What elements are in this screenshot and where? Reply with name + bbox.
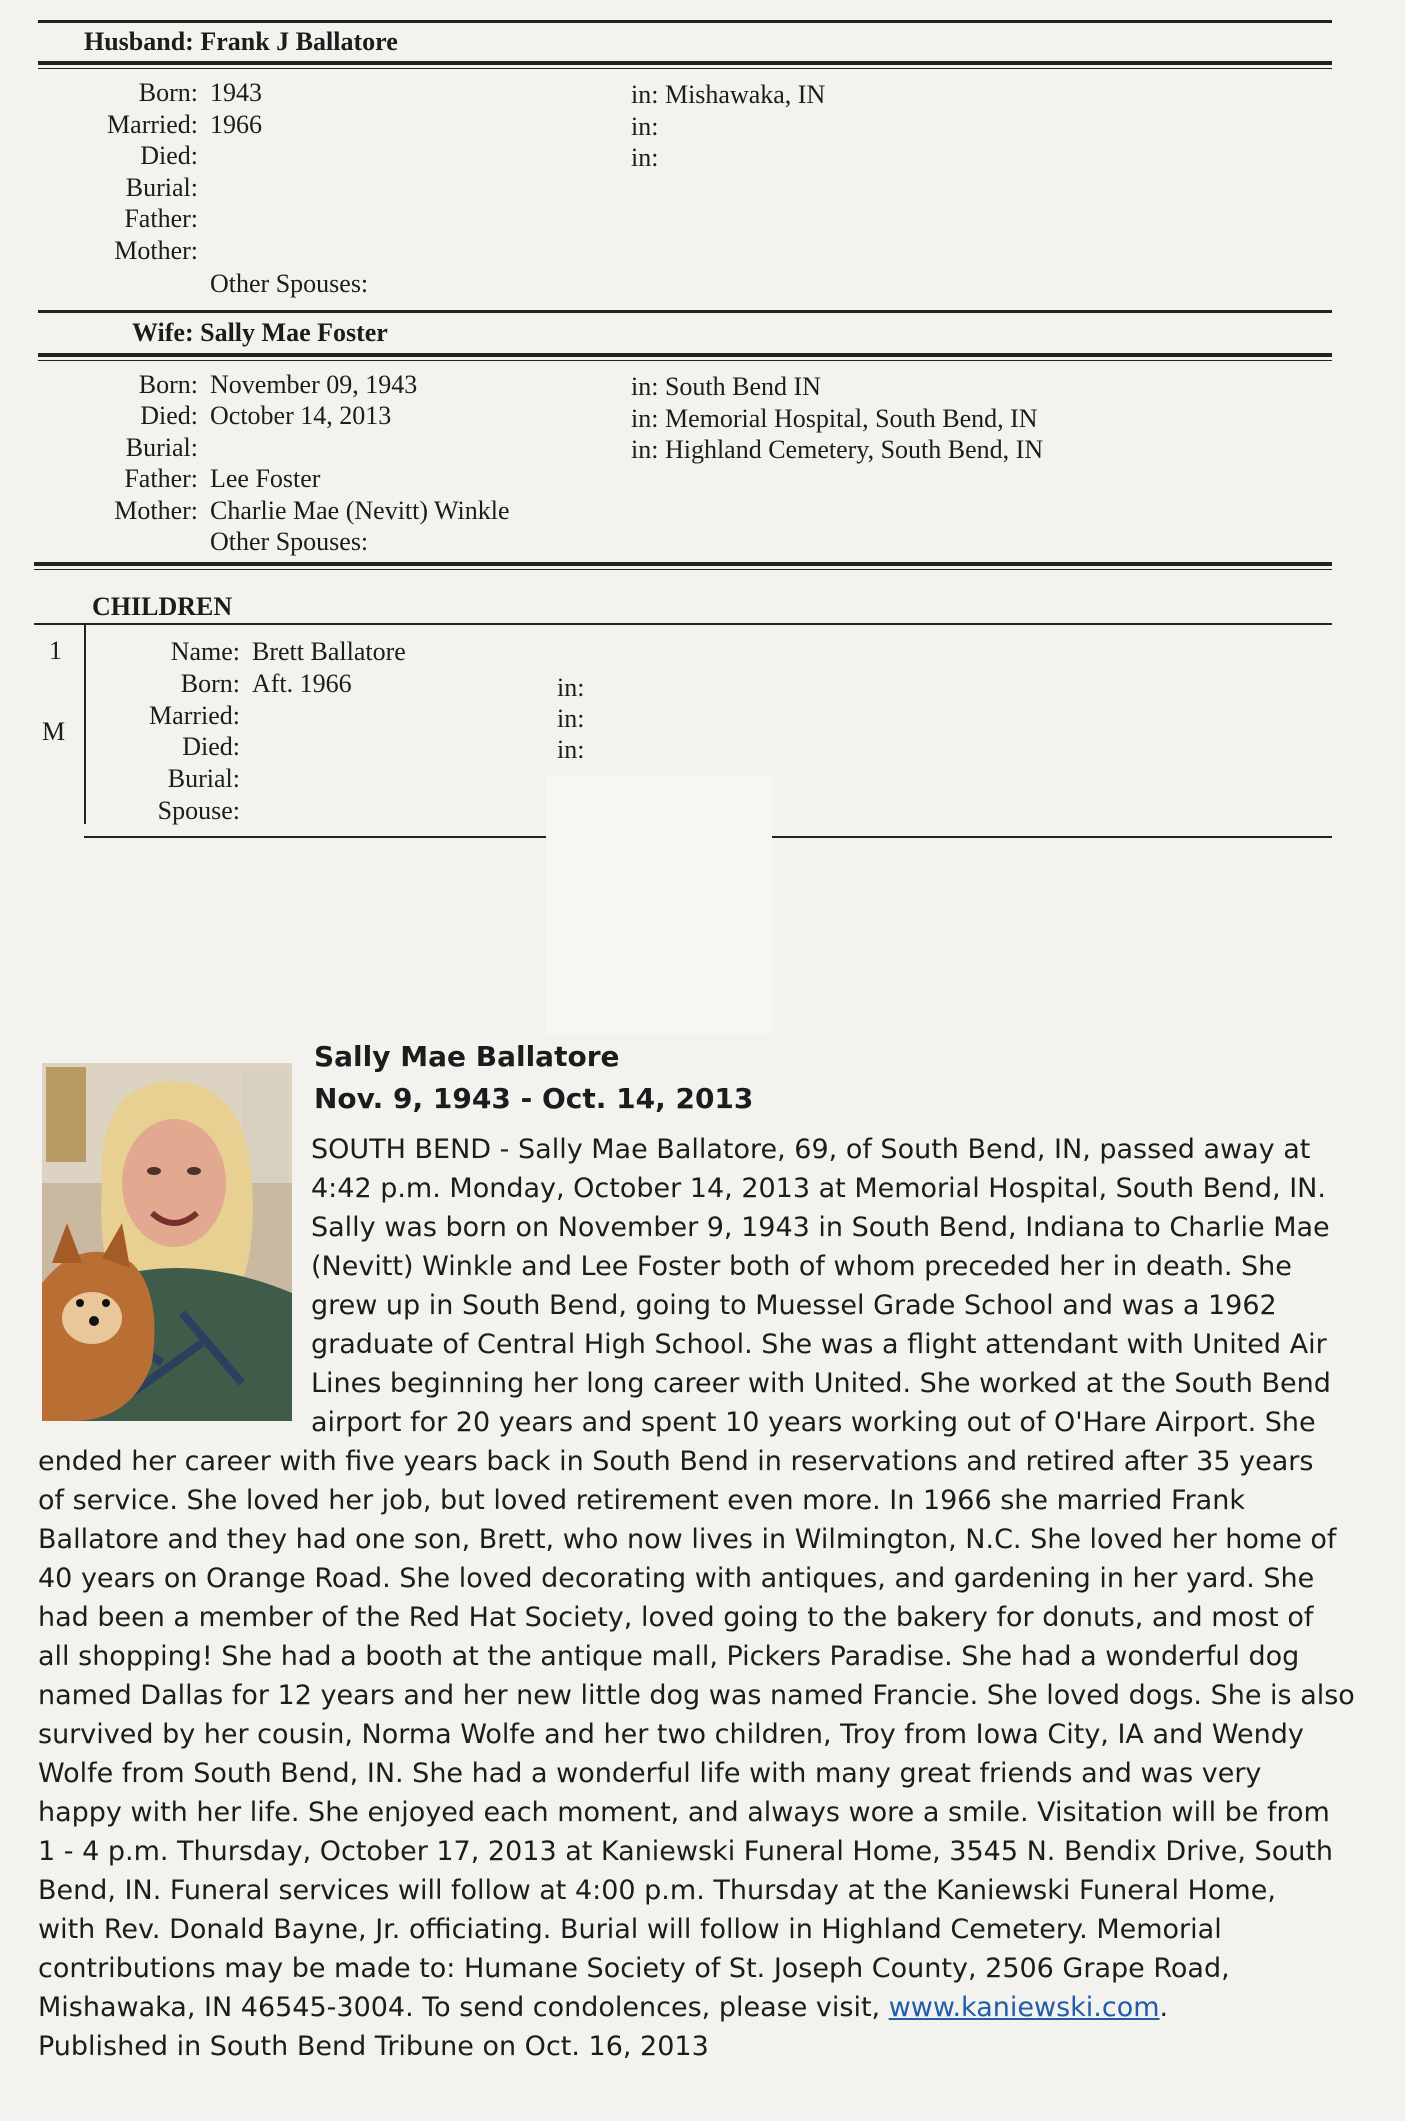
husband-father-label: Father: [124, 204, 198, 233]
husband-married-place: in: [631, 112, 659, 141]
wife-burial-place: in: Highland Cemetery, South Bend, IN [631, 435, 1044, 464]
obituary-line: 1 - 4 p.m. Thursday, October 17, 2013 at Kaniewski Funeral Home, 3545 N. Bendix Drive, South [38, 1836, 1334, 1867]
wife-born-label: Born: [138, 370, 198, 399]
child-died-place: in: [557, 735, 585, 764]
husband-married-value: 1966 [210, 110, 262, 139]
obituary-published: Published in South Bend Tribune on Oct. 16, 2013 [38, 2031, 709, 2062]
obituary-link-line-end: . [1159, 1992, 1169, 2023]
obituary-line: named Dallas for 12 years and her new little dog was named Francie. She loved dogs. She is also [38, 1680, 1355, 1711]
portrait-image [42, 1063, 292, 1421]
kaniewski-link[interactable]: www.kaniewski.com [888, 1992, 1160, 2023]
child-married-place: in: [557, 704, 585, 733]
obituary-line: happy with her life. She enjoyed each moment, and always wore a smile. Visitation will be from [38, 1797, 1330, 1828]
child-born-place: in: [557, 673, 585, 702]
children-heading-rule [34, 623, 1332, 625]
wife-died-label: Died: [140, 401, 198, 430]
husband-rule-thick [38, 61, 1332, 65]
top-rule [38, 20, 1332, 23]
wife-died-place: in: Memorial Hospital, South Bend, IN [631, 404, 1038, 433]
child-born-value: Aft. 1966 [252, 669, 352, 698]
husband-other-spouses-label: Other Spouses: [210, 269, 369, 298]
husband-born-place: in: Mishawaka, IN [631, 80, 826, 109]
obituary-line: of service. She loved her job, but loved retirement even more. In 1966 she married Frank [38, 1485, 1245, 1516]
child-burial-label: Burial: [167, 764, 240, 793]
obituary-line: contributions may be made to: Humane Society of St. Joseph County, 2506 Grape Road, [38, 1953, 1230, 1984]
obituary-line: survived by her cousin, Norma Wolfe and her two children, Troy from Iowa City, IA and Wendy [38, 1719, 1304, 1750]
obituary-line: 40 years on Orange Road. She loved decorating with antiques, and gardening in her yard. She [38, 1563, 1315, 1594]
obituary-line: Sally was born on November 9, 1943 in South Bend, Indiana to Charlie Mae [311, 1212, 1330, 1243]
child-number: 1 [49, 636, 62, 665]
husband-born-label: Born: [138, 78, 198, 107]
child-married-label: Married: [149, 701, 240, 730]
husband-mother-label: Mother: [114, 236, 198, 265]
obituary-line: with Rev. Donald Bayne, Jr. officiating. Burial will follow in Highland Cemetery. Memorial [38, 1914, 1222, 1945]
children-top-rule [34, 562, 1332, 566]
husband-married-label: Married: [107, 110, 198, 139]
obituary-link-line-text: Mishawaka, IN 46545-3004. To send condolences, please visit, [38, 1992, 889, 2023]
child-sex: M [42, 717, 66, 746]
child-name-value: Brett Ballatore [252, 637, 406, 666]
husband-died-label: Died: [140, 141, 198, 170]
obituary-line: (Nevitt) Winkle and Lee Foster both of whom preceded her in death. She [311, 1251, 1292, 1282]
wife-rule-thin [38, 360, 1332, 361]
husband-died-place: in: [631, 143, 659, 172]
children-heading: CHILDREN [92, 592, 233, 621]
obituary-line: had been a member of the Red Hat Society, loved going to the bakery for donuts, and most of [38, 1602, 1314, 1633]
wife-mother-label: Mother: [114, 496, 198, 525]
wife-heading [132, 318, 388, 348]
wife-burial-label: Burial: [125, 433, 198, 462]
wife-name: Sally Mae Foster [200, 318, 388, 347]
whiteout-patch [546, 775, 772, 1035]
obituary-line: SOUTH BEND - Sally Mae Ballatore, 69, of South Bend, IN, passed away at [311, 1134, 1311, 1165]
obituary-dates: Nov. 9, 1943 - Oct. 14, 2013 [314, 1082, 754, 1115]
child-column-divider [84, 624, 86, 824]
husband-burial-label: Burial: [125, 173, 198, 202]
obituary-line: Lines beginning her long career with United. She worked at the South Bend [311, 1368, 1331, 1399]
obituary-photo [42, 1063, 292, 1421]
wife-died-value: October 14, 2013 [210, 401, 392, 430]
obituary-line: airport for 20 years and spent 10 years working out of O'Hare Airport. She [311, 1407, 1316, 1438]
child-born-label: Born: [180, 669, 240, 698]
obituary-line: 4:42 p.m. Monday, October 14, 2013 at Memorial Hospital, South Bend, IN. [311, 1173, 1326, 1204]
obituary-name: Sally Mae Ballatore [314, 1040, 620, 1073]
wife-other-spouses-label: Other Spouses: [210, 527, 369, 556]
obituary-line: Wolfe from South Bend, IN. She had a wonderful life with many great friends and was very [38, 1758, 1262, 1789]
child-spouse-label: Spouse: [157, 796, 240, 825]
wife-born-value: November 09, 1943 [210, 370, 418, 399]
child-died-label: Died: [182, 732, 240, 761]
obituary-line: Ballatore and they had one son, Brett, who now lives in Wilmington, N.C. She loved her home of [38, 1524, 1337, 1555]
obituary-line: ended her career with five years back in South Bend in reservations and retired after 35 years [38, 1446, 1314, 1477]
obituary-line: all shopping! She had a booth at the antique mall, Pickers Paradise. She had a wonderful dog [38, 1641, 1300, 1672]
husband-heading [84, 27, 398, 57]
wife-rule-thick [38, 353, 1332, 357]
husband-name: Frank J Ballatore [200, 27, 398, 56]
wife-father-label: Father: [124, 464, 198, 493]
obituary-link-line [38, 1988, 1168, 2028]
husband-rule-thin [38, 68, 1332, 69]
obituary-line: Bend, IN. Funeral services will follow at 4:00 p.m. Thursday at the Kaniewski Funeral Home, [38, 1875, 1276, 1906]
wife-born-place: in: South Bend IN [631, 372, 821, 401]
wife-mother-value: Charlie Mae (Nevitt) Winkle [210, 496, 510, 525]
husband-born-value: 1943 [210, 78, 262, 107]
wife-heading-label: Wife: [132, 318, 194, 347]
husband-heading-label: Husband: [84, 27, 194, 56]
child-name-label: Name: [170, 637, 240, 666]
obituary-line: graduate of Central High School. She was a flight attendant with United Air [311, 1329, 1327, 1360]
wife-father-value: Lee Foster [210, 464, 321, 493]
wife-top-rule [38, 310, 1332, 313]
children-top-rule-thin [34, 569, 1332, 570]
obituary-line: grew up in South Bend, going to Muessel Grade School and was a 1962 [311, 1290, 1277, 1321]
